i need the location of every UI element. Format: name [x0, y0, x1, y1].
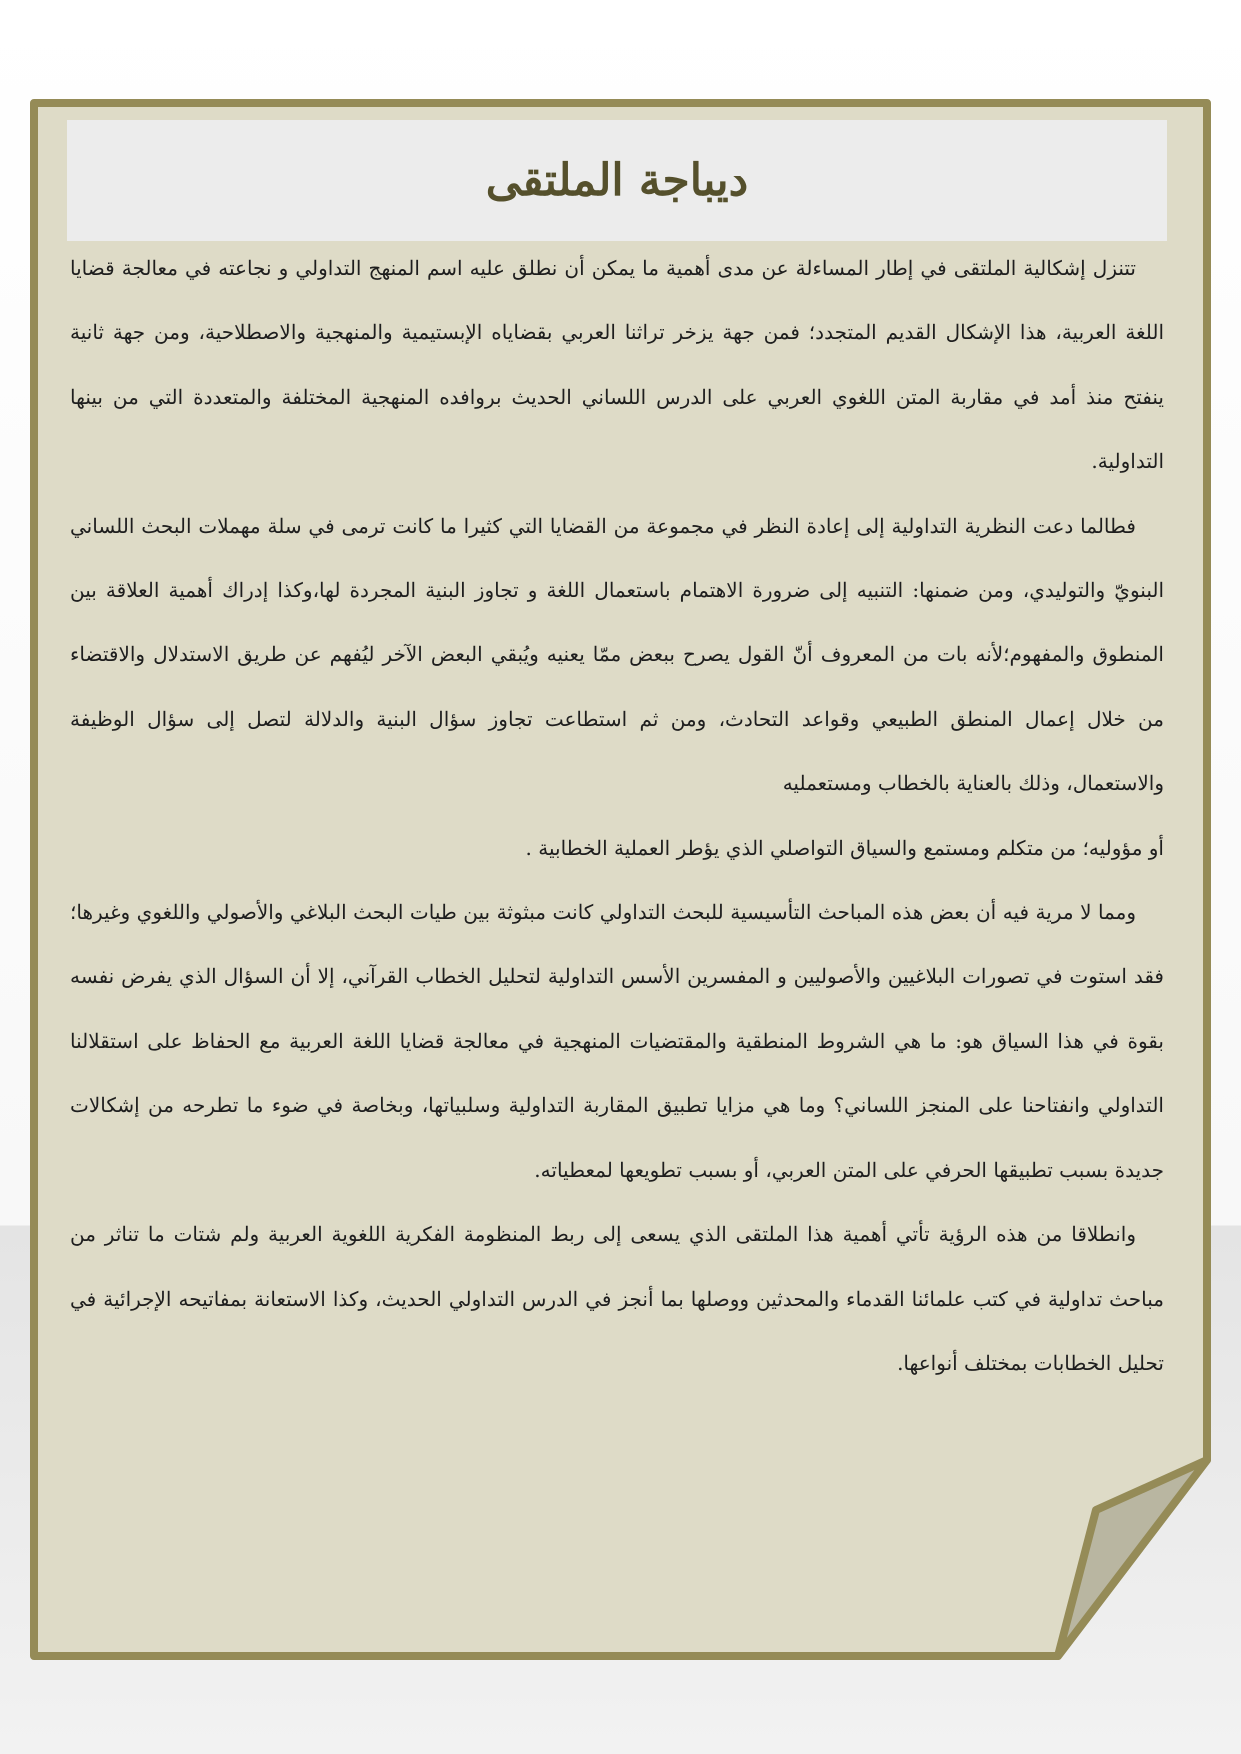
paragraph-3: ومما لا مرية فيه أن بعض هذه المباحث التأسيسية للبحث التداولي كانت مبثوثة بين طيات البحث البلاغي والأصولي واللغوي وغيرها؛ فقد استوت في تصورات البلاغيين والأصوليين و المفسرين الأسس التداولية لتحليل الخطاب القرآني، إلا أن السؤال الذي يفرض نفسه بقوة في هذا السياق هو: ما هي الشروط المنطقية والمقتضيات المنهجية في معالجة قضايا اللغة العربية مع الحفاظ على استقلالنا التداولي وانفتاحنا على المنجز اللساني؟ وما هي مزايا تطبيق المقاربة التداولية وسلبياتها، وبخاصة في ضوء ما تطرحه من إشكالات جديدة بسبب تطبيقها الحرفي على المتن العربي، أو بسبب تطويعها لمعطياته. [70, 900, 1164, 1182]
paragraph-2: فطالما دعت النظرية التداولية إلى إعادة النظر في مجموعة من القضايا التي كثيرا ما كانت ترمى في سلة مهملات البحث اللساني البنويّ والتوليدي، ومن ضمنها: التنبيه إلى ضرورة الاهتمام باستعمال اللغة و تجاوز البنية المجردة لها،وكذا إدراك أهمية العلاقة بين المنطوق والمفهوم؛لأنه بات من المعروف أنّ القول يصرح ببعض ممّا يعنيه ويُبقي البعض الآخر ليُفهم عن طريق الاستدلال والاقتضاء من خلال إعمال المنطق الطبيعي وقواعد التحادث، ومن ثم استطاعت تجاوز سؤال البنية والدلالة لتصل إلى سؤال الوظيفة والاستعمال، وذلك بالعناية بالخطاب ومستعمليه [70, 513, 1165, 796]
document-body [70, 236, 1164, 1395]
paragraph-2-continuation: أو مؤوليه؛ من متكلم ومستمع والسياق التواصلي الذي يؤطر العملية الخطابية . [525, 835, 1164, 860]
paragraph-4: وانطلاقا من هذه الرؤية تأتي أهمية هذا الملتقى الذي يسعى إلى ربط المنظومة الفكرية اللغوية العربية ولم شتات ما تناثر من مباحث تداولية في كتب علمائنا القدماء والمحدثين ووصلها بما أنجز في الدرس التداولي الحديث، وكذا الاستعانة بمفاتيحه الإجرائية في تحليل الخطابات بمختلف أنواعها. [70, 1222, 1164, 1375]
title-band [67, 120, 1167, 241]
page-title: ديباجة الملتقى [485, 155, 749, 206]
paragraph-1: تتنزل إشكالية الملتقى في إطار المساءلة عن مدى أهمية ما يمكن أن نطلق عليه اسم المنهج التداولي و نجاعته في معالجة قضايا اللغة العربية، هذا الإشكال القديم المتجدد؛ فمن جهة يزخر تراثنا العربي بقضاياه الإبستيمية والمنهجية والاصطلاحية، ومن جهة ثانية ينفتح منذ أمد في مقاربة المتن اللغوي العربي على الدرس اللساني الحديث بروافده المنهجية المختلفة والمتعددة التي من بينها التداولية. [70, 256, 1164, 474]
